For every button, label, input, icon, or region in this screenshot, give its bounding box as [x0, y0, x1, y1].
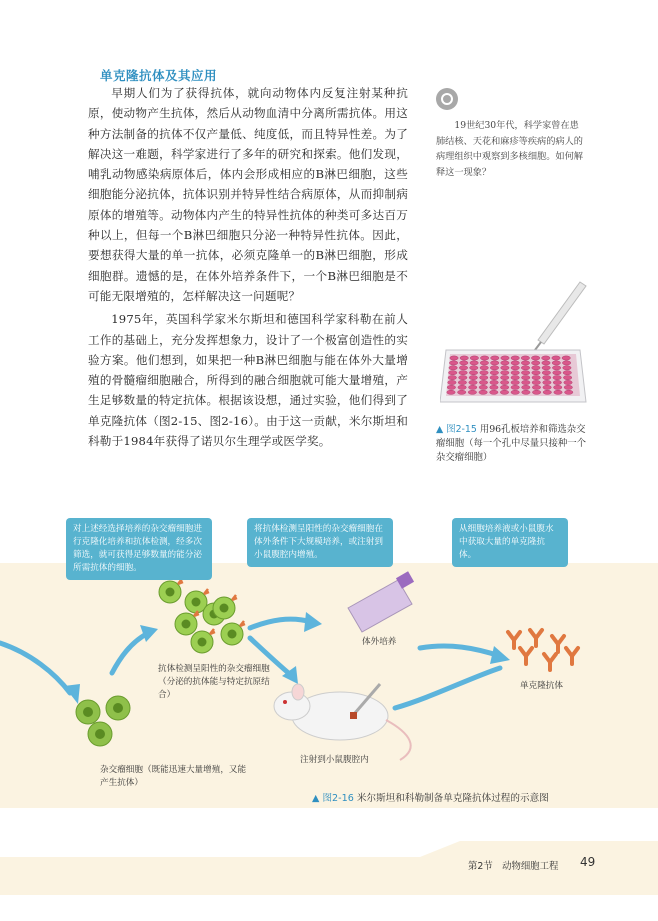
figure-caption-2-15 [436, 423, 592, 465]
well [511, 390, 519, 394]
well [531, 356, 539, 360]
well [501, 366, 509, 370]
well [480, 361, 488, 365]
well [563, 371, 571, 375]
well [542, 366, 550, 370]
well [542, 361, 550, 365]
well [501, 361, 509, 365]
paragraph-1: 早期人们为了获得抗体，就向动物体内反复注射某种抗原，使动物产生抗体，然后从动物血清中分离所需抗体。用这种方法制备的抗体不仅产量低、纯度低，而且特异性差。为了解决这一难题，科学家进行了多年的研究和探索。他们发现，哺乳动物感染病原体后，体内会形成相应的B淋巴细胞，这些细胞能分泌抗体，抗体识别并特异性结合病原体，从而抑制病原体的增殖等。动物体内产生的特异性抗体的种类可多达百万种以上，但每一个B淋巴细胞只分泌一种特异性抗体。因此，要想获得大量的单一抗体，必须克隆单一的B淋巴细胞，形成细胞群。遗憾的是，在体外培养条件下，一个B淋巴细胞是不可能无限增殖的，怎样解决这一问题呢？ [88, 86, 408, 303]
well [490, 390, 498, 394]
well [511, 371, 519, 375]
well [501, 371, 509, 375]
well [554, 390, 562, 394]
well [468, 390, 476, 394]
figure-caption-text: 米尔斯坦和科勒制备单克隆抗体过程的示意图 [356, 793, 549, 804]
well [459, 366, 467, 370]
footer-section: 第2节 动物细胞工程 [468, 861, 559, 872]
well [522, 380, 530, 384]
well [490, 376, 498, 380]
well [470, 361, 478, 365]
well [479, 390, 487, 394]
well [564, 380, 572, 384]
well-plate-figure [440, 280, 588, 410]
well [469, 380, 477, 384]
well [480, 356, 488, 360]
well [449, 366, 457, 370]
main-text [88, 83, 408, 451]
well [521, 366, 529, 370]
well [532, 366, 540, 370]
well [511, 361, 519, 365]
well [542, 371, 550, 375]
well [543, 380, 551, 384]
well [490, 380, 498, 384]
process-diagram [0, 508, 658, 808]
well [563, 376, 571, 380]
well [458, 380, 466, 384]
well [543, 390, 551, 394]
well [553, 371, 561, 375]
well [501, 356, 509, 360]
well [522, 390, 530, 394]
well [491, 356, 499, 360]
well [511, 366, 519, 370]
well [460, 356, 468, 360]
figure-caption-2-16 [312, 790, 549, 804]
well [480, 376, 488, 380]
well [532, 376, 540, 380]
well [542, 356, 550, 360]
well [459, 376, 467, 380]
well [543, 376, 551, 380]
well [448, 376, 456, 380]
triangle-marker-icon: ▲ [312, 793, 320, 804]
figure-number: 图2-15 [446, 424, 477, 435]
triangle-marker-icon: ▲ [436, 424, 444, 435]
well [511, 385, 519, 389]
well [490, 385, 498, 389]
page-number: 49 [580, 855, 596, 869]
well [532, 385, 540, 389]
well [532, 361, 540, 365]
well [522, 376, 530, 380]
well [521, 371, 529, 375]
well [552, 356, 560, 360]
well [511, 380, 519, 384]
well [511, 356, 519, 360]
well [460, 361, 468, 365]
well [491, 361, 499, 365]
well [562, 356, 570, 360]
pipette [532, 282, 586, 354]
well [469, 376, 477, 380]
well [447, 390, 455, 394]
well [565, 390, 573, 394]
well [501, 376, 509, 380]
well [500, 385, 508, 389]
well [480, 366, 488, 370]
well [553, 376, 561, 380]
well [480, 371, 488, 375]
figure-number: 图2-16 [322, 793, 354, 804]
label-hybridoma: 杂交瘤细胞（既能迅速大量增殖，又能产生抗体） [100, 765, 247, 788]
well [469, 371, 477, 375]
well [554, 385, 562, 389]
well [479, 385, 487, 389]
label-positive-cells: 抗体检测呈阳性的杂交瘤细胞（分泌的抗体能与特定抗原结合） [158, 664, 270, 700]
well [562, 361, 570, 365]
section-heading: 单克隆抗体及其应用 [100, 68, 218, 83]
well [521, 361, 529, 365]
side-note: 19世纪30年代，科学家曾在患肺结核、天花和麻疹等疾病的病人的病理组织中观察到多核细胞。如何解释这一现象？ [436, 120, 583, 178]
footer [0, 835, 658, 895]
well [500, 390, 508, 394]
well [563, 366, 571, 370]
well [490, 371, 498, 375]
well [449, 371, 457, 375]
well [511, 376, 519, 380]
label-mouse-injection: 注射到小鼠腹腔内 [300, 755, 369, 765]
well [521, 356, 529, 360]
well [552, 366, 560, 370]
label-in-vitro: 体外培养 [362, 637, 397, 647]
well [552, 361, 560, 365]
note-cloning: 对上述经选择培养的杂交瘤细胞进行克隆化培养和抗体检测，经多次筛选，就可获得足够数量的能分泌所需抗体的细胞。 [66, 518, 212, 580]
well [448, 380, 456, 384]
well [532, 371, 540, 375]
well [459, 371, 467, 375]
well [532, 380, 540, 384]
well [458, 390, 466, 394]
question-icon [436, 88, 458, 110]
well [490, 366, 498, 370]
well [543, 385, 551, 389]
paragraph-2: 1975年，英国科学家米尔斯坦和德国科学家科勒在前人工作的基础上，充分发挥想象力，设计了一个极富创造性的实验方案。他们想到，如果把一种B淋巴细胞与能在体外大量增殖的骨髓瘤细胞融合，所得到的融合细胞就可能大量增殖，产生足够数量的特定抗体。根据该设想，通过实验，他们得到了单克隆抗体（图2-15、图2-16）。由于这一贡献，米尔斯坦和科勒于1984年获得了诺贝尔生理学或医学奖。 [88, 312, 408, 449]
well [469, 385, 477, 389]
well [470, 366, 478, 370]
figure-caption-text: 用96孔板培养和筛选杂交瘤细胞（每一个孔中尽量只接种一个杂交瘤细胞） [436, 424, 587, 463]
well [532, 390, 540, 394]
well [450, 356, 458, 360]
well [522, 385, 530, 389]
well [458, 385, 466, 389]
note-culture: 将抗体检测呈阳性的杂交瘤细胞在体外条件下大规模培养，或注射到小鼠腹腔内增殖。 [247, 518, 393, 567]
well [470, 356, 478, 360]
well [447, 385, 455, 389]
well [479, 380, 487, 384]
well [564, 385, 572, 389]
note-harvest: 从细胞培养液或小鼠腹水中获取大量的单克隆抗体。 [452, 518, 568, 567]
well [449, 361, 457, 365]
well [553, 380, 561, 384]
well [500, 380, 508, 384]
label-antibody: 单克隆抗体 [520, 681, 563, 691]
